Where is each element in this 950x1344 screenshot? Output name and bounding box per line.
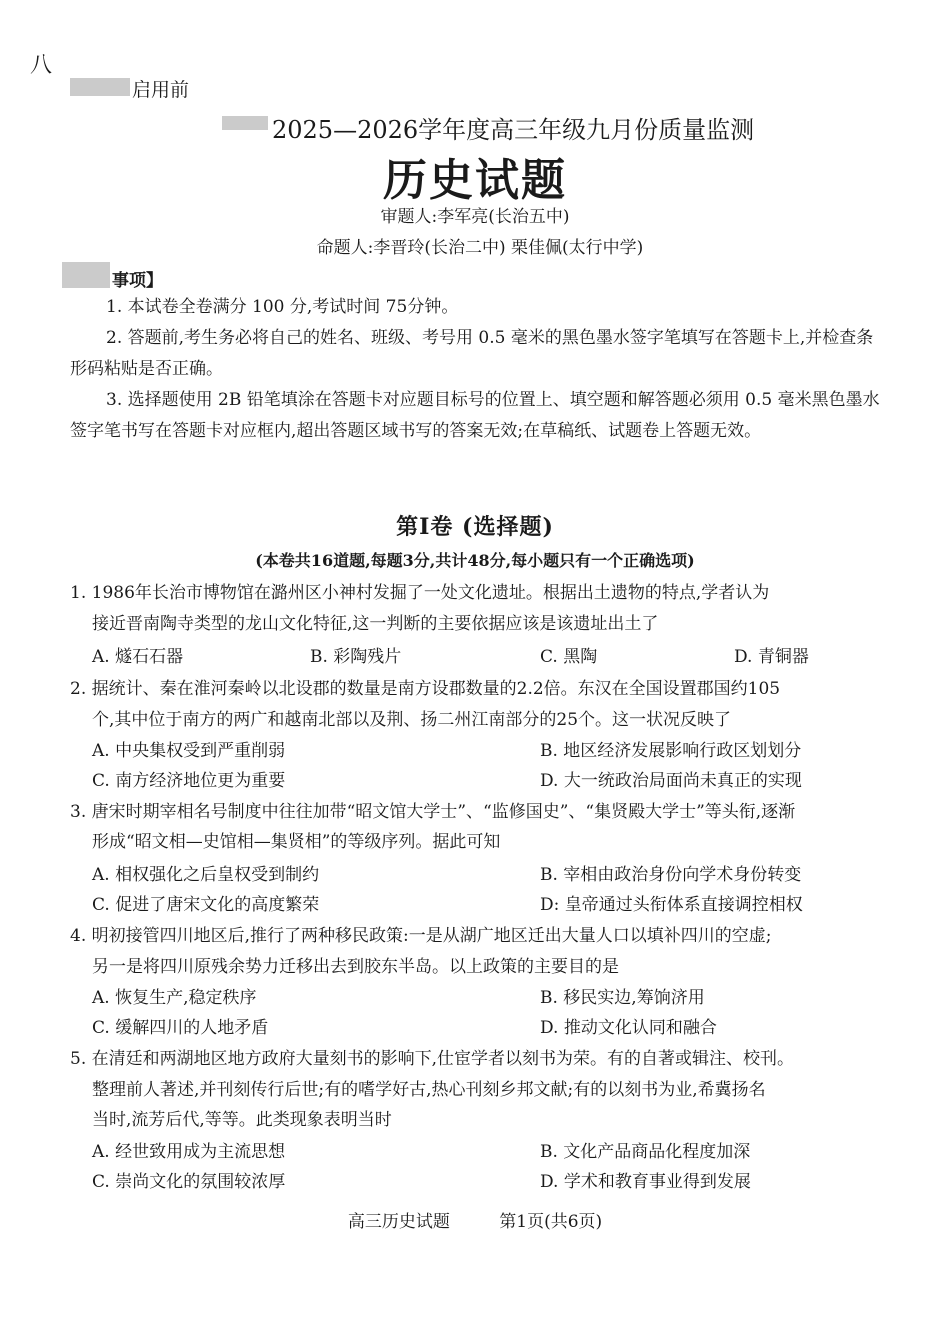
question-text: 个,其中位于南方的两广和越南北部以及荆、扬二州江南部分的25个。这一状况反映了 — [92, 710, 732, 730]
option-d: D. 大一统政治局面尚未真正的实现 — [540, 771, 802, 791]
section-title: 第Ⅰ卷 (选择题) — [396, 514, 554, 540]
option-c: C. 崇尚文化的氛围较浓厚 — [92, 1172, 286, 1192]
question-text: 接近晋南陶寺类型的龙山文化特征,这一判断的主要依据应该是该遗址出土了 — [92, 614, 659, 634]
option-d: D: 皇帝通过头衔体系直接调控相权 — [540, 895, 803, 915]
exam-title: 2025—2026学年度高三年级九月份质量监测 — [272, 116, 755, 144]
page-footer — [0, 1207, 950, 1232]
option-a: A. 恢复生产,稳定秩序 — [92, 988, 257, 1008]
question-text: 5. 在清廷和两湖地区地方政府大量刻书的影响下,仕宦学者以刻书为荣。有的自著或辑注、校刊。 — [70, 1049, 795, 1069]
option-c: C. 南方经济地位更为重要 — [92, 771, 286, 791]
notice-item: 1. 本试卷全卷满分 100 分,考试时间 75分钟。 — [106, 297, 459, 317]
corner-handwritten-mark: 八 — [30, 53, 53, 78]
question-text: 整理前人著述,并刊刻传行后世;有的嗜学好古,热心刊刻乡邦文献;有的以刻书为业,希冀扬名 — [92, 1080, 766, 1100]
subject-title: 历史试题 — [383, 155, 567, 206]
question-text: 另一是将四川原残余势力迁移出去到胶东半岛。以上政策的主要目的是 — [92, 957, 619, 977]
option-c: C. 促进了唐宋文化的高度繁荣 — [92, 895, 320, 915]
option-a: A. 相权强化之后皇权受到制约 — [92, 865, 320, 885]
option-a: A. 中央集权受到严重削弱 — [92, 741, 286, 761]
option-d: D. 青铜器 — [734, 647, 809, 667]
authors-line: 命题人:李晋玲(长治二中) 栗佳佩(太行中学) — [316, 238, 644, 258]
footer-page-number: 第1页(共6页) — [499, 1212, 603, 1232]
option-b: B. 移民实边,筹饷济用 — [540, 988, 705, 1008]
question-text: 1. 1986年长治市博物馆在潞州区小神村发掘了一处文化遗址。根据出土遗物的特点,学者认为 — [70, 583, 770, 603]
notice-item: 2. 答题前,考生务必将自己的姓名、班级、考号用 0.5 毫米的黑色墨水签字笔填写在答题卡上,并检查条形码粘贴是否正确。 — [70, 328, 874, 379]
question-text: 2. 据统计、秦在淮河秦岭以北设郡的数量是南方设郡数量的2.2倍。东汉在全国设置郡国约105 — [70, 679, 781, 699]
footer-subject: 高三历史试题 — [347, 1212, 450, 1232]
confidential-label: 启用前 — [132, 79, 190, 101]
option-b: B. 地区经济发展影响行政区划划分 — [540, 741, 802, 761]
section-note: (本卷共16道题,每题3分,共计48分,每小题只有一个正确选项) — [255, 551, 695, 570]
redaction-mark — [222, 116, 268, 130]
question-text: 3. 唐宋时期宰相名号制度中往往加带“昭文馆大学士”、“监修国史”、“集贤殿大学士”等头衔,逐渐 — [70, 802, 796, 822]
option-d: D. 学术和教育事业得到发展 — [540, 1172, 751, 1192]
option-b: B. 彩陶残片 — [310, 647, 402, 667]
reviewer-line: 审题人:李军亮(长治五中) — [380, 207, 570, 227]
redaction-mark — [70, 78, 130, 96]
question-text: 4. 明初接管四川地区后,推行了两种移民政策:一是从湖广地区迁出大量人口以填补四川的空虚; — [70, 926, 772, 946]
redaction-mark — [62, 262, 110, 288]
option-a: A. 燧石石器 — [92, 647, 184, 667]
option-b: B. 宰相由政治身份向学术身份转变 — [540, 865, 802, 885]
question-text: 当时,流芳后代,等等。此类现象表明当时 — [92, 1110, 392, 1130]
option-c: C. 缓解四川的人地矛盾 — [92, 1018, 269, 1038]
notice-heading: 事项】 — [112, 271, 163, 291]
option-b: B. 文化产品商品化程度加深 — [540, 1142, 751, 1162]
option-c: C. 黑陶 — [540, 647, 598, 667]
option-d: D. 推动文化认同和融合 — [540, 1018, 717, 1038]
option-a: A. 经世致用成为主流思想 — [92, 1142, 286, 1162]
question-text: 形成“昭文相—史馆相—集贤相”的等级序列。据此可知 — [92, 832, 501, 852]
notice-item: 3. 选择题使用 2B 铅笔填涂在答题卡对应题目标号的位置上、填空题和解答题必须用 0.5 毫米黑色墨水签字笔书写在答题卡对应框内,超出答题区域书写的答案无效;在草稿纸、试题卷上答题无效。 — [70, 390, 880, 441]
